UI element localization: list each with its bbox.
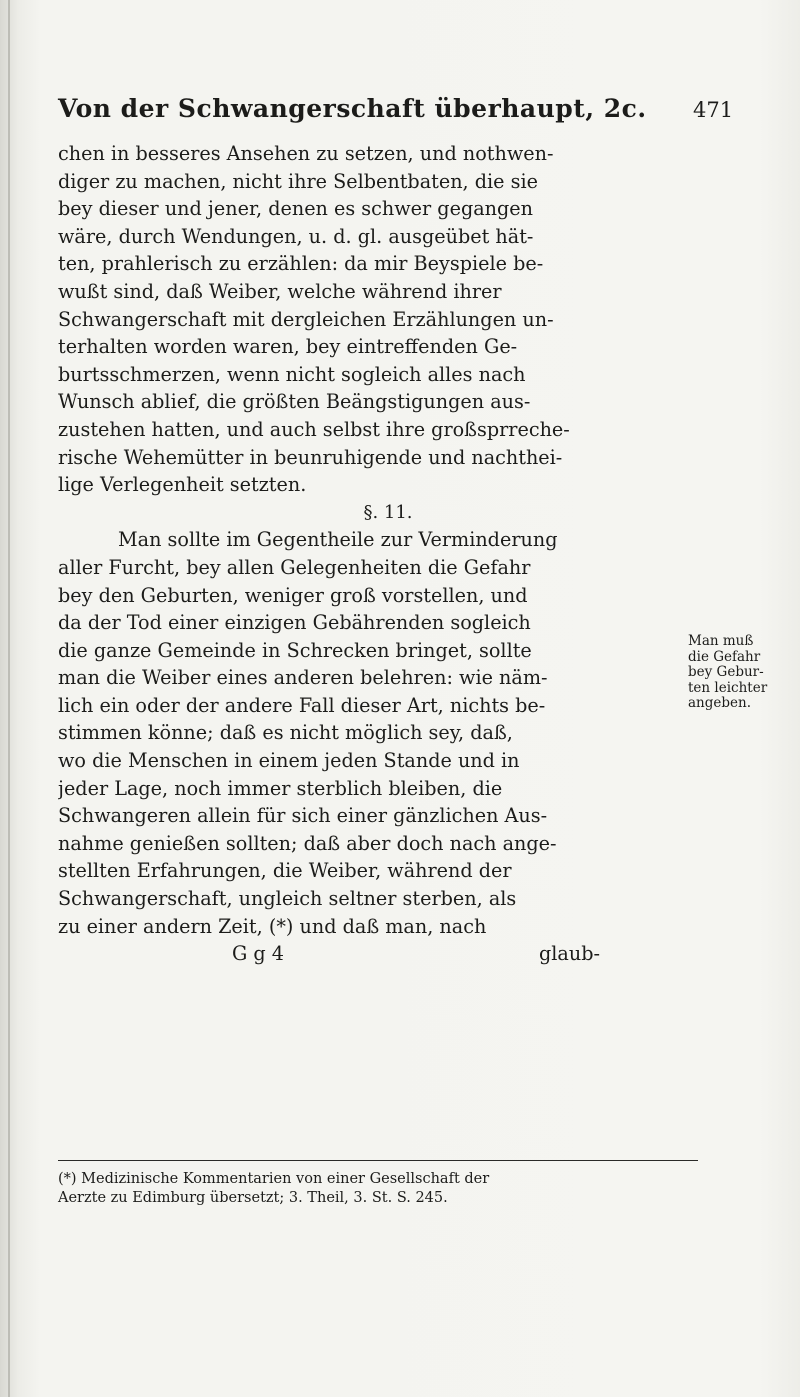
- body-text: [58, 140, 678, 968]
- footnote-line: Aerzte zu Edimburg übersetzt; 3. Theil, 3. St. S. 245.: [58, 1190, 448, 1206]
- text-line: ten, prahlerisch zu erzählen: da mir Beyspiele be-: [58, 252, 544, 276]
- text-line: aller Furcht, bey allen Gelegenheiten die Gefahr: [58, 555, 531, 579]
- text-line: Man sollte im Gegentheile zur Verminderung: [118, 528, 558, 552]
- text-line: da der Tod einer einzigen Gebährenden sogleich: [58, 611, 531, 635]
- page-header: [58, 94, 758, 128]
- text-line: chen in besseres Ansehen zu setzen, und nothwen-: [58, 142, 554, 165]
- catchword-line: [58, 940, 678, 968]
- text-line: bey dieser und jener, denen es schwer gegangen: [58, 197, 534, 221]
- text-line: diger zu machen, nicht ihre Selbentbaten, die sie: [58, 169, 538, 193]
- section-heading: §. 11.: [363, 501, 413, 523]
- text-line: die ganze Gemeinde in Schrecken bringet, sollte: [58, 638, 532, 662]
- margin-note: [688, 634, 788, 712]
- text-line: bey den Geburten, weniger groß vorstellen, und: [58, 583, 528, 607]
- text-line: zustehen hatten, und auch selbst ihre großsprreche-: [58, 417, 570, 441]
- text-line: jeder Lage, noch immer sterblich bleiben, die: [58, 776, 503, 800]
- text-line: burtsschmerzen, wenn nicht sogleich alles nach: [58, 362, 526, 386]
- footnote-divider: [58, 1160, 698, 1161]
- text-line: Wunsch ablief, die größten Beängstigungen aus-: [58, 390, 531, 414]
- text-line: Schwangerschaft mit dergleichen Erzählungen un-: [58, 307, 554, 331]
- margin-note-line: Man muß: [688, 633, 754, 649]
- page-number: 471: [693, 98, 734, 122]
- text-line: Schwangeren allein für sich einer gänzlichen Aus-: [58, 804, 548, 828]
- page-gutter: [8, 0, 10, 1397]
- text-line: zu einer andern Zeit, (*) und daß man, nach: [58, 914, 487, 938]
- signature-mark: G g 4: [232, 942, 285, 966]
- text-line: wäre, durch Wendungen, u. d. gl. ausgeübet hät-: [58, 224, 534, 248]
- text-line: Schwangerschaft, ungleich seltner sterben, als: [58, 887, 517, 911]
- text-line: terhalten worden waren, bey eintreffenden Ge-: [58, 335, 518, 359]
- running-title: Von der Schwangerschaft überhaupt, 2c.: [58, 94, 647, 123]
- footnote: [58, 1170, 718, 1208]
- text-line: nahme genießen sollten; daß aber doch nach ange-: [58, 831, 557, 855]
- margin-note-line: die Gefahr: [688, 648, 761, 665]
- footnote-line: (*) Medizinische Kommentarien von einer Gesellschaft der: [58, 1171, 490, 1187]
- text-line: stimmen könne; daß es nicht möglich sey, daß,: [58, 721, 513, 745]
- text-line: wußt sind, daß Weiber, welche während ihrer: [58, 279, 502, 303]
- text-line: stellten Erfahrungen, die Weiber, während der: [58, 859, 512, 883]
- margin-note-line: bey Gebur-: [688, 664, 764, 680]
- text-line: lich ein oder der andere Fall dieser Art, nichts be-: [58, 693, 546, 717]
- catchword: glaub-: [539, 942, 600, 966]
- text-line: lige Verlegenheit setzten.: [58, 473, 307, 497]
- text-line: rische Wehemütter in beunruhigende und nachthei-: [58, 445, 563, 469]
- margin-note-line: ten leichter: [688, 679, 768, 696]
- text-line: wo die Menschen in einem jeden Stande und in: [58, 749, 520, 773]
- margin-note-line: angeben.: [688, 695, 751, 711]
- text-line: man die Weiber eines anderen belehren: wie näm-: [58, 666, 548, 690]
